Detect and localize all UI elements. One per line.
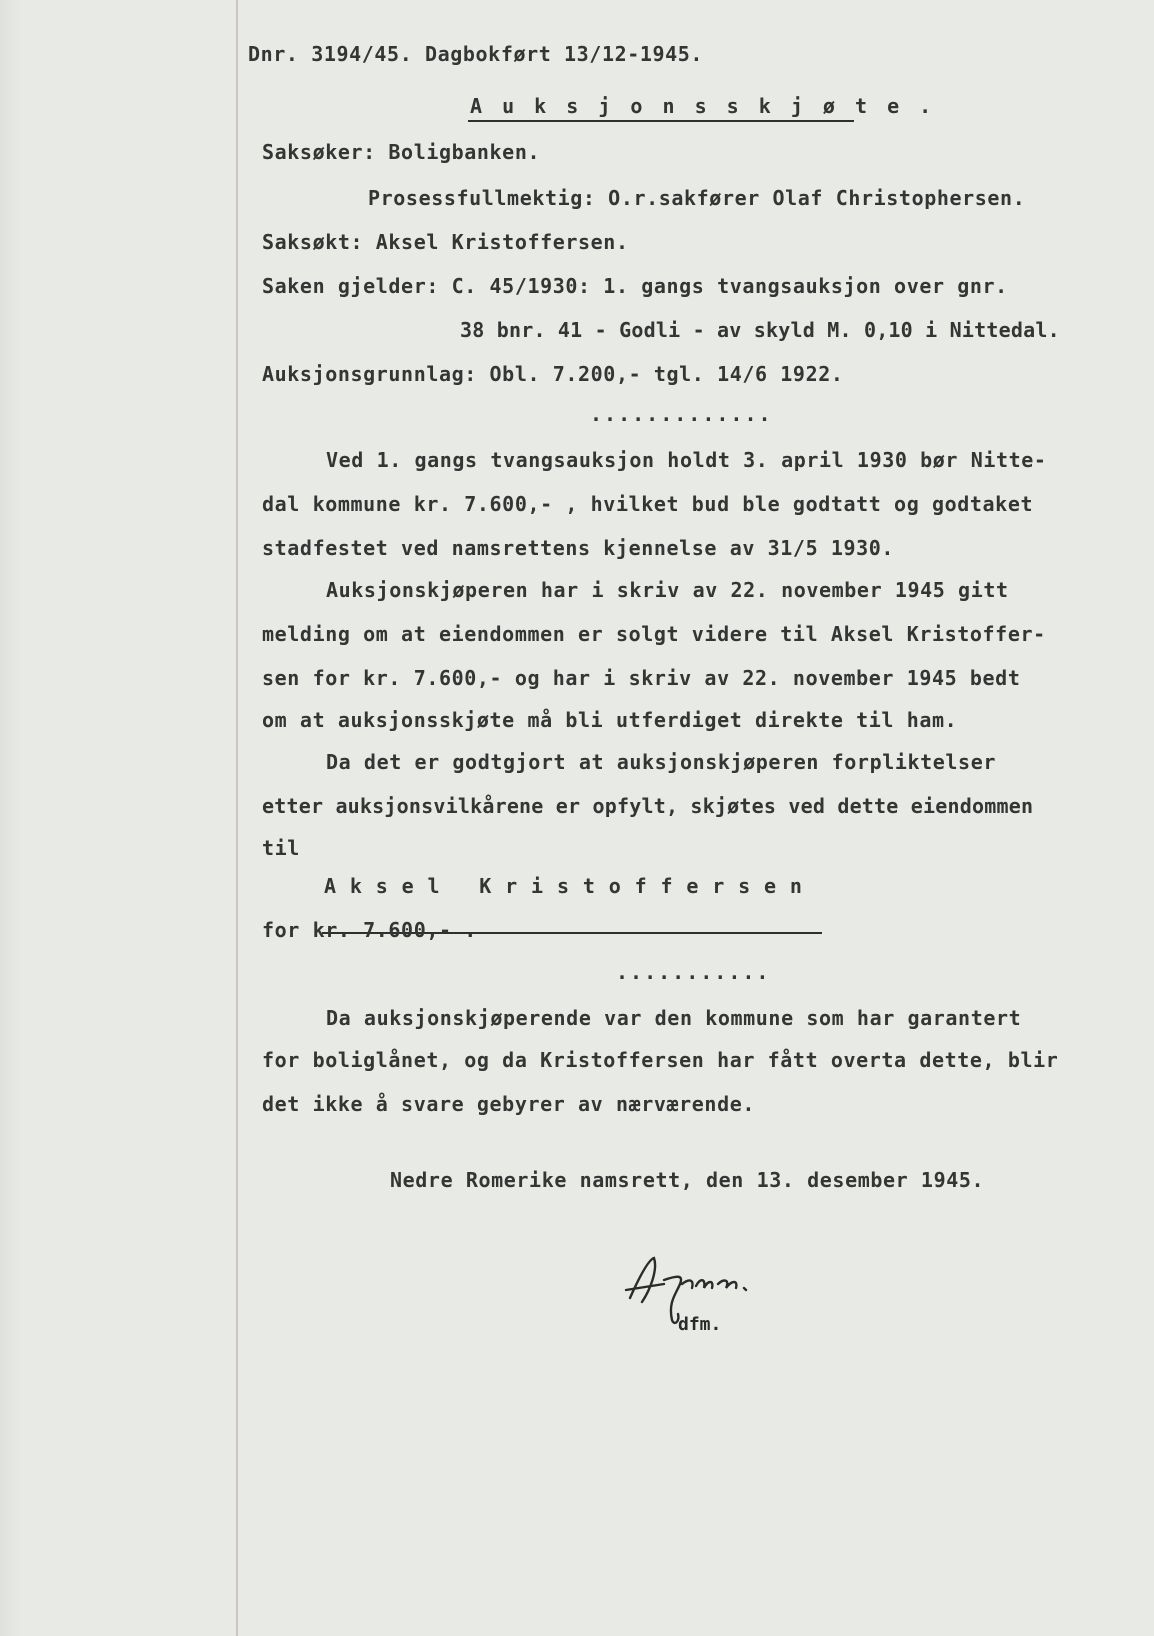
case-line-2: 38 bnr. 41 - Godli - av skyld M. 0,10 i Nittedal. [460, 318, 1060, 342]
closing-line-3: det ikke å svare gebyrer av nærværende. [262, 1092, 755, 1116]
separator-2: ........... [616, 960, 771, 984]
margin-line [236, 0, 238, 1636]
document-title: A u k s j o n s s k j ø t e . [470, 94, 936, 118]
defendant-line: Saksøkt: Aksel Kristoffersen. [262, 230, 629, 254]
attorney-line: Prosessfullmektig: O.r.sakfører Olaf Christophersen. [368, 186, 1026, 210]
p2-line-2: melding om at eiendommen er solgt videre til Aksel Kristoffer- [262, 622, 1046, 646]
p3-line-3: til [262, 836, 300, 860]
p1-line-2: dal kommune kr. 7.600,- , hvilket bud ble godtatt og godtaket [262, 492, 1034, 516]
p2-line-1: Auksjonskjøperen har i skriv av 22. november 1945 gitt [326, 578, 1009, 602]
p1-line-1: Ved 1. gangs tvangsauksjon holdt 3. april 1930 bør Nitte- [326, 448, 1047, 472]
closing-line-1: Da auksjonskjøperende var den kommune som har garantert [326, 1006, 1022, 1030]
title-underline [468, 120, 854, 122]
basis-line: Auksjonsgrunnlag: Obl. 7.200,- tgl. 14/6 1922. [262, 362, 844, 386]
separator-1: ............. [590, 402, 773, 426]
plaintiff-line: Saksøker: Boligbanken. [262, 140, 541, 164]
price-line: for kr. 7.600,- . [262, 918, 477, 942]
p3-line-2: etter auksjonsvilkårene er opfylt, skjøtes ved dette eiendommen [262, 794, 1034, 818]
p2-line-3: sen for kr. 7.600,- og har i skriv av 22. november 1945 bedt [262, 666, 1021, 690]
buyer-name: A k s e l K r i s t o f f e r s e n [324, 874, 803, 898]
p2-line-4: om at auksjonsskjøte må bli utferdiget direkte til ham. [262, 708, 958, 732]
signature-title: dfm. [678, 1314, 722, 1335]
p1-line-3: stadfestet ved namsrettens kjennelse av 31/5 1930. [262, 536, 895, 560]
p3-line-1: Da det er godtgjort at auksjonskjøperen forpliktelser [326, 750, 996, 774]
scan-edge [0, 0, 22, 1636]
place-date-line: Nedre Romerike namsrett, den 13. desember 1945. [390, 1168, 985, 1192]
case-line-1: Saken gjelder: C. 45/1930: 1. gangs tvangsauksjon over gnr. [262, 274, 1008, 298]
closing-line-2: for boliglånet, og da Kristoffersen har fått overta dette, blir [262, 1048, 1059, 1072]
reference-line: Dnr. 3194/45. Dagbokført 13/12-1945. [248, 42, 704, 66]
